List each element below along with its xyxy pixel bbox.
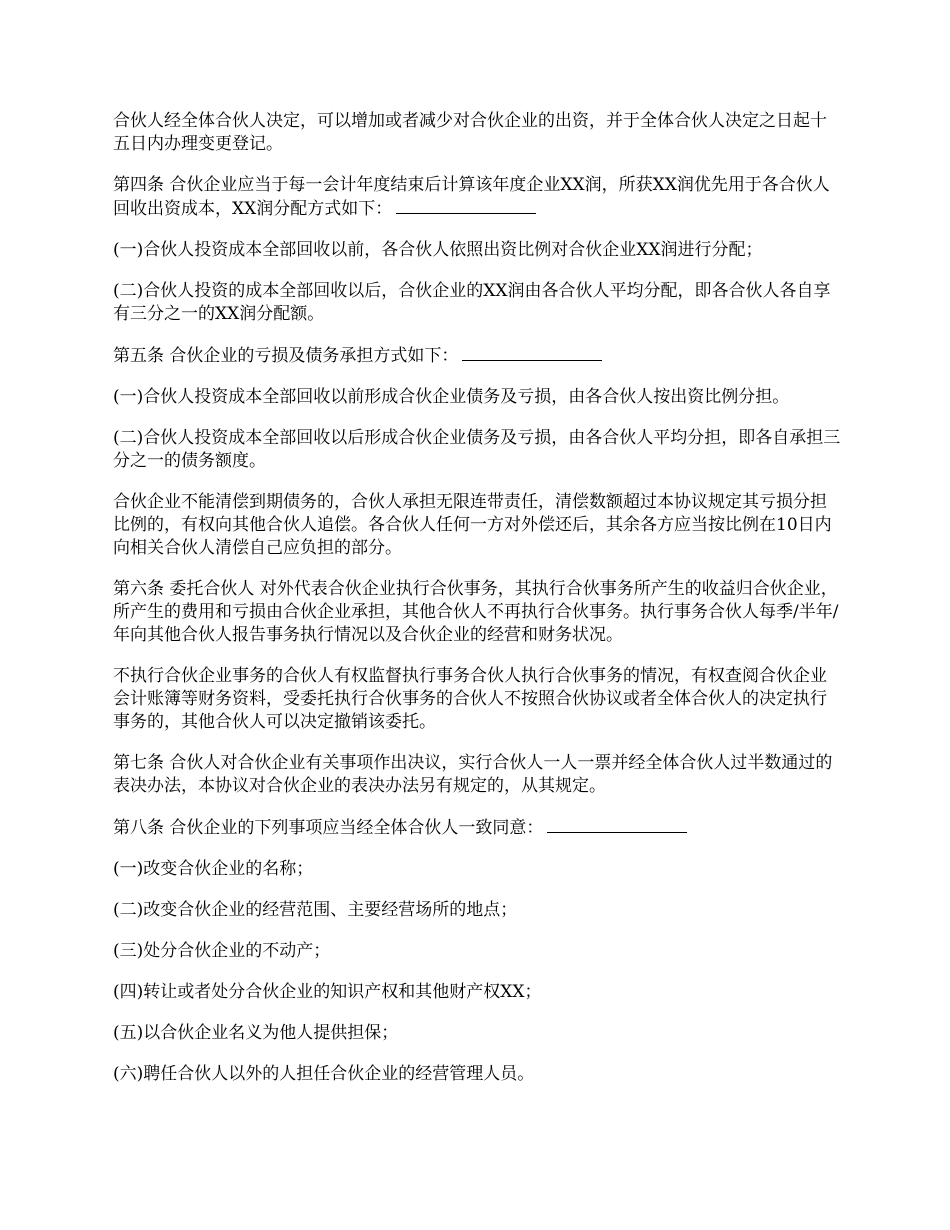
paragraph-article-8-item-1: (一)改变合伙企业的名称； — [113, 859, 314, 879]
paragraph-article-5-item-1: (一)合伙人投资成本全部回收以前形成合伙企业债务及亏损，由各合伙人按出资比例分担。 — [113, 387, 790, 407]
paragraph-supervision-rights: 不执行合伙企业事务的合伙人有权监督执行事务合伙人执行合伙事务的情况，有权查阅合伙企业会计账簿等财务资料，受委托执行合伙事务的合伙人不按照合伙协议或者全体合伙人的决定执行事务的，其他合伙人可以决定撤销该委托。 — [113, 666, 827, 732]
fill-in-blank[interactable] — [462, 344, 602, 361]
paragraph-unlimited-liability: 合伙企业不能清偿到期债务的，合伙人承担无限连带责任，清偿数额超过本协议规定其亏损分担比例的，有权向其他合伙人追偿。各合伙人任何一方对外偿还后，其余各方应当按比例在10日内向相关合伙人清偿自己应负担的部分。 — [113, 492, 832, 558]
document-body — [113, 110, 843, 1104]
paragraph-article-8-item-2: (二)改变合伙企业的经营范围、主要经营场所的地点； — [113, 900, 518, 920]
paragraph-article-8: 第八条 合伙企业的下列事项应当经全体合伙人一致同意： — [113, 816, 843, 840]
paragraph-article-4: 第四条 合伙企业应当于每一会计年度结束后计算该年度企业XX润，所获XX润优先用于各合伙人回收出资成本，XX润分配方式如下： — [113, 175, 830, 219]
paragraph-article-5-item-2: (二)合伙人投资成本全部回收以后形成合伙企业债务及亏损，由各合伙人平均分担，即各自承担三分之一的债务额度。 — [113, 428, 841, 471]
paragraph-article-5: 第五条 合伙企业的亏损及债务承担方式如下： — [113, 344, 843, 368]
fill-in-blank[interactable] — [396, 197, 536, 214]
paragraph-article-4-item-2: (二)合伙人投资的成本全部回收以后，合伙企业的XX润由各合伙人平均分配，即各合伙人各自享有三分之一的XX润分配额。 — [113, 281, 831, 324]
paragraph-capital-change: 合伙人经全体合伙人决定，可以增加或者减少对合伙企业的出资，并于全体合伙人决定之日起十五日内办理变更登记。 — [113, 111, 827, 154]
fill-in-blank[interactable] — [547, 816, 687, 833]
paragraph-article-8-item-5: (五)以合伙企业名义为他人提供担保； — [113, 1023, 399, 1043]
paragraph-article-8-item-6: (六)聘任合伙人以外的人担任合伙企业的经营管理人员。 — [113, 1064, 535, 1084]
paragraph-article-8-item-4: (四)转让或者处分合伙企业的知识产权和其他财产权XX； — [113, 982, 542, 1002]
paragraph-article-8-item-3: (三)处分合伙企业的不动产； — [113, 941, 331, 961]
paragraph-article-6: 第六条 委托合伙人 对外代表合伙企业执行合伙事务，其执行合伙事务所产生的收益归合伙企业，所产生的费用和亏损由合伙企业承担，其他合伙人不再执行合伙事务。执行事务合伙人每季/半年/年向其他合伙人报告事务执行情况以及合伙企业的经营和财务状况。 — [113, 579, 839, 645]
paragraph-article-7: 第七条 合伙人对合伙企业有关事项作出决议，实行合伙人一人一票并经全体合伙人过半数通过的表决办法，本协议对合伙企业的表决办法另有规定的，从其规定。 — [113, 753, 833, 796]
paragraph-article-4-item-1: (一)合伙人投资成本全部回收以前，各合伙人依照出资比例对合伙企业XX润进行分配； — [113, 240, 763, 260]
